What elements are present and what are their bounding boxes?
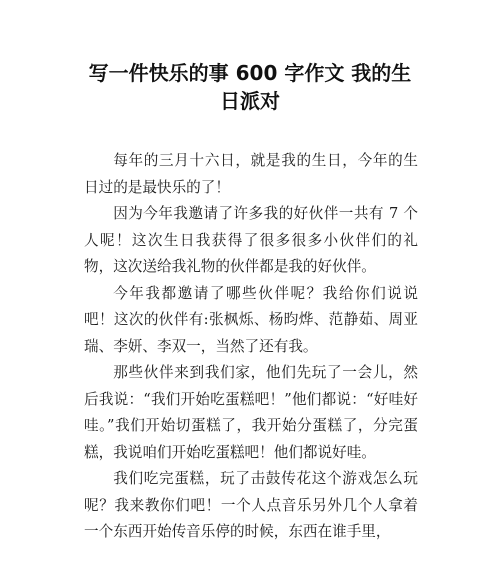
- paragraph: 那些伙伴来到我们家，他们先玩了一会儿，然后我说：“我们开始吃蛋糕吧！”他们都说：“好哇好哇。”我们开始切蛋糕了，我开始分蛋糕了，分完蛋糕，我说咱们开始吃蛋糕吧！他们都说好哇。: [84, 364, 418, 461]
- paragraph: 每年的三月十六日，就是我的生日，今年的生日过的是最快乐的了！: [84, 152, 418, 196]
- document-body: [84, 148, 418, 546]
- document-title: 写一件快乐的事 600 字作文 我的生日派对: [88, 61, 412, 113]
- paragraph: 今年我都邀请了哪些伙伴呢？我给你们说说吧！这次的伙伴有:张枫烁、杨昀烨、范静茹、周亚瑞、李妍、李双一，当然了还有我。: [84, 284, 418, 355]
- paragraph: 因为今年我邀请了许多我的好伙伴一共有 7 个人呢！这次生日我获得了很多很多小伙伴们的礼物，这次送给我礼物的伙伴都是我的好伙伴。: [84, 205, 418, 275]
- paragraph: 我们吃完蛋糕，玩了击鼓传花这个游戏怎么玩呢？我来教你们吧！一个人点音乐另外几个人拿着一个东西开始传音乐停的时候，东西在谁手里，: [84, 470, 418, 540]
